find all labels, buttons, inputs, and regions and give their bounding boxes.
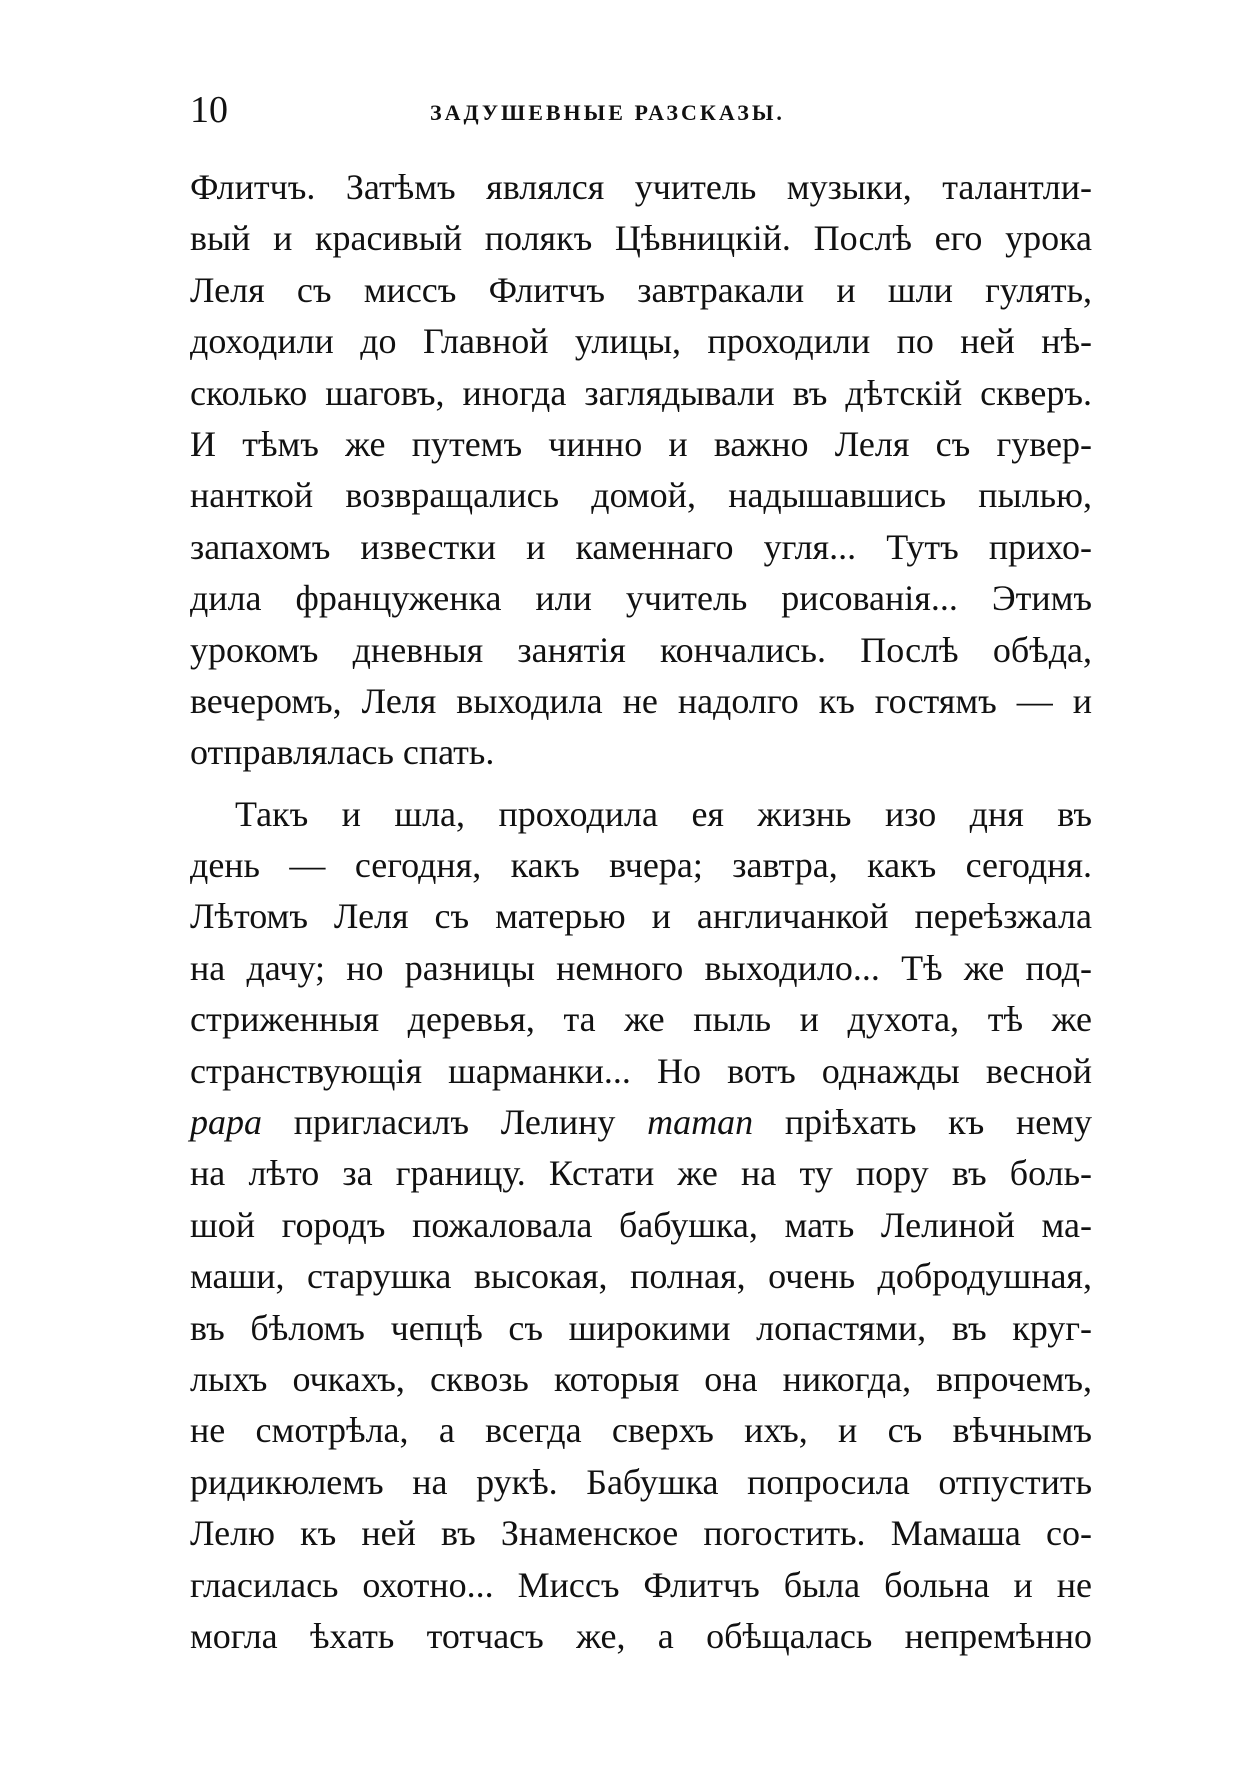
text-line: Лелю къ ней въ Знаменское погостить. Мамаша со-	[190, 1513, 1092, 1554]
text-line: на лѣто за границу. Кстати же на ту пору въ боль-	[190, 1153, 1092, 1194]
text-line: Такъ и шла, проходила ея жизнь изо дня въ	[235, 793, 1092, 834]
text-line: гласилась охотно... Миссъ Флитчъ была больна и не	[190, 1564, 1092, 1605]
text-line: Лѣтомъ Леля съ матерью и англичанкой переѣзжала	[190, 896, 1092, 937]
paragraph-gap	[190, 779, 1092, 789]
text-line: на дачу; но разницы немного выходило... Тѣ же под-	[190, 947, 1092, 988]
text-run: пріѣхать къ нему	[753, 1102, 1092, 1143]
text-line: въ бѣломъ чепцѣ съ широкими лопастями, въ круг-	[190, 1307, 1092, 1348]
italic-word-papa: papa	[190, 1102, 262, 1143]
text-line: не смотрѣла, а всегда сверхъ ихъ, и съ вѣчнымъ	[190, 1410, 1092, 1451]
text-line: шой городъ пожаловала бабушка, мать Лелиной ма-	[190, 1204, 1092, 1245]
text-line: Флитчъ. Затѣмъ являлся учитель музыки, талантли-	[190, 167, 1092, 207]
text-line: отправлялась спать.	[190, 732, 495, 773]
running-title: ЗАДУШЕВНЫЕ РАЗСКАЗЫ.	[430, 100, 785, 125]
text-line: вечеромъ, Леля выходила не надолго къ гостямъ — и	[190, 680, 1092, 721]
text-line: сколько шаговъ, иногда заглядывали въ дѣтскій скверъ.	[190, 372, 1092, 413]
italic-word-maman: maman	[647, 1102, 754, 1143]
text-line: странствующія шарманки... Но вотъ однажды весной	[190, 1050, 1092, 1091]
text-line: нанткой возвращались домой, надышавшись пылью,	[190, 475, 1092, 516]
text-line: дила француженка или учитель рисованія... Этимъ	[190, 578, 1092, 619]
text-line: могла ѣхать тотчасъ же, а обѣщалась непремѣнно	[190, 1615, 1092, 1656]
text-line: Леля съ миссъ Флитчъ завтракали и шли гулять,	[190, 269, 1092, 310]
page-number: 10	[190, 89, 228, 131]
text-line: маши, старушка высокая, полная, очень добродушная,	[190, 1256, 1092, 1297]
text-line: ридикюлемъ на рукѣ. Бабушка попросила отпустить	[190, 1461, 1092, 1502]
text-line: день — сегодня, какъ вчера; завтра, какъ сегодня.	[190, 845, 1092, 886]
text-line: вый и красивый полякъ Цѣвницкій. Послѣ его урока	[190, 218, 1092, 259]
text-line: лыхъ очкахъ, сквозь которыя она никогда, впрочемъ,	[190, 1358, 1092, 1399]
text-line: доходили до Главной улицы, проходили по ней нѣ-	[190, 321, 1092, 362]
text-run: пригласилъ Лелину	[262, 1102, 648, 1143]
text-line: И тѣмъ же путемъ чинно и важно Леля съ гувер-	[190, 423, 1092, 464]
body-text	[190, 162, 1092, 1662]
text-line-mixed	[190, 1097, 1092, 1148]
text-line: запахомъ известки и каменнаго угля... Тутъ прихо-	[190, 526, 1092, 567]
text-line: стриженныя деревья, та же пыль и духота, тѣ же	[190, 999, 1092, 1040]
text-line: урокомъ дневныя занятія кончались. Послѣ обѣда,	[190, 629, 1092, 670]
